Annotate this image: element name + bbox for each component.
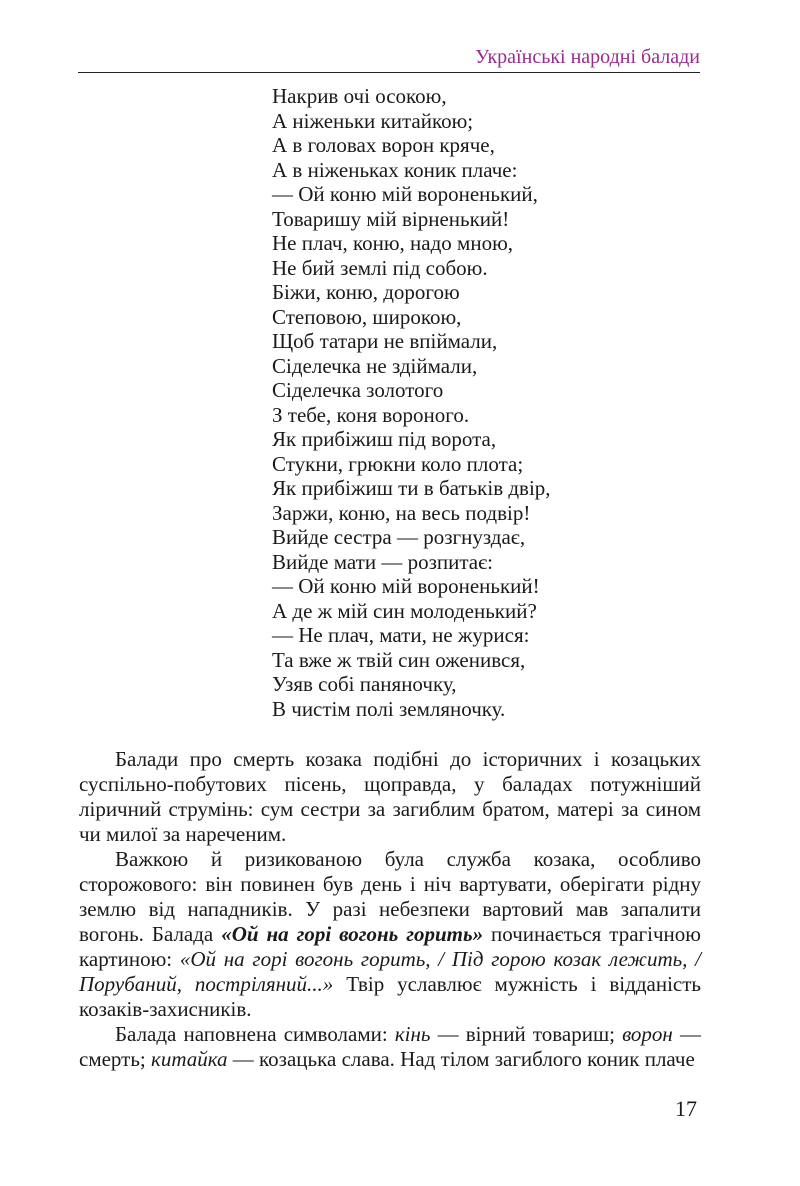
paragraph-text: — смерть; bbox=[79, 1022, 701, 1071]
header-rule bbox=[78, 72, 700, 73]
poem-line: Узяв собі паняночку, bbox=[272, 672, 457, 696]
poem-line: Вийде мати — розпитає: bbox=[272, 549, 493, 574]
ballad-quote: «Ой на горі вогонь горить, / Під горою козак лежить, / Порубаний, постріляний...» bbox=[79, 947, 701, 996]
ballad-title: «Ой на горі вогонь горить» bbox=[221, 922, 484, 946]
symbol-term: кінь bbox=[394, 1022, 431, 1046]
poem-line: Щоб татари не впіймали, bbox=[272, 329, 498, 353]
poem-line: Біжи, коню, дорогою bbox=[272, 280, 460, 304]
page-number: 17 bbox=[675, 1096, 697, 1121]
poem-line: Товаришу мій вірненький! bbox=[272, 206, 510, 231]
poem-line: З тебе, коня вороного. bbox=[272, 402, 470, 427]
poem-line: Та вже ж твій син оженився, bbox=[272, 647, 526, 672]
poem-line: — Ой коню мій вороненький! bbox=[272, 574, 540, 598]
poem-line: Сіделечка золотого bbox=[272, 378, 444, 402]
poem-line: Степовою, широкою, bbox=[272, 304, 462, 329]
paragraph-text: — козацька слава. Над тілом загиблого коник плаче bbox=[227, 1047, 695, 1071]
poem-line: Не бий землі під собою. bbox=[272, 255, 488, 280]
paragraph-text: Твір уславлює мужність і відданість козаків-захисників. bbox=[79, 972, 701, 1021]
symbol-term: китайка bbox=[151, 1047, 228, 1071]
poem-line: В чистім полі земляночку. bbox=[272, 696, 506, 721]
poem-line: А в головах ворон кряче, bbox=[272, 133, 495, 157]
poem-line: Сіделечка не здіймали, bbox=[272, 353, 478, 378]
poem-line: — Не плач, мати, не журися: bbox=[272, 623, 530, 647]
paragraph-text: — вірний товариш; bbox=[430, 1022, 623, 1046]
poem-line: Накрив очі осокою, bbox=[272, 84, 447, 108]
symbol-term: ворон bbox=[622, 1022, 673, 1046]
poem-block bbox=[272, 84, 551, 721]
poem-line: А ніженьки китайкою; bbox=[272, 108, 474, 133]
prose-block bbox=[79, 747, 701, 1072]
paragraph-symbols bbox=[79, 1022, 701, 1072]
running-title: Українські народні балади bbox=[475, 46, 700, 68]
paragraph-text: Важкою й ризикованою була служба козака, особливо сторожового: він повинен був день і ніч вартувати, оберігати рідну землю від нападників. У разі небезпеки вартовий мав запалити вогонь. Балада bbox=[79, 847, 701, 946]
poem-line: А в ніженьках коник плаче: bbox=[272, 157, 518, 182]
paragraph-ballads-death: Балади про смерть козака подібні до історичних і козацьких суспільно-побутових пісень, щоправда, у баладах потужніший ліричний струмінь: сум сестри за загиблим братом, матері за сином чи милої за нареченим. bbox=[79, 747, 701, 846]
poem-line: Як прибіжиш під ворота, bbox=[272, 427, 497, 451]
paragraph-text: Балада наповнена символами: bbox=[115, 1022, 395, 1046]
paragraph-cossack-service bbox=[79, 847, 701, 1022]
paragraph-text: починається трагічною картиною: bbox=[79, 922, 701, 971]
poem-line: Вийде сестра — розгнуздає, bbox=[272, 525, 526, 549]
poem-line: Заржи, коню, на весь подвір! bbox=[272, 500, 531, 525]
poem-line: — Ой коню мій вороненький, bbox=[272, 182, 538, 206]
poem-line: Стукни, грюкни коло плота; bbox=[272, 451, 524, 476]
poem-line: А де ж мій син молоденький? bbox=[272, 598, 537, 623]
poem-line: Не плач, коню, надо мною, bbox=[272, 231, 514, 255]
poem-line: Як прибіжиш ти в батьків двір, bbox=[272, 476, 551, 500]
